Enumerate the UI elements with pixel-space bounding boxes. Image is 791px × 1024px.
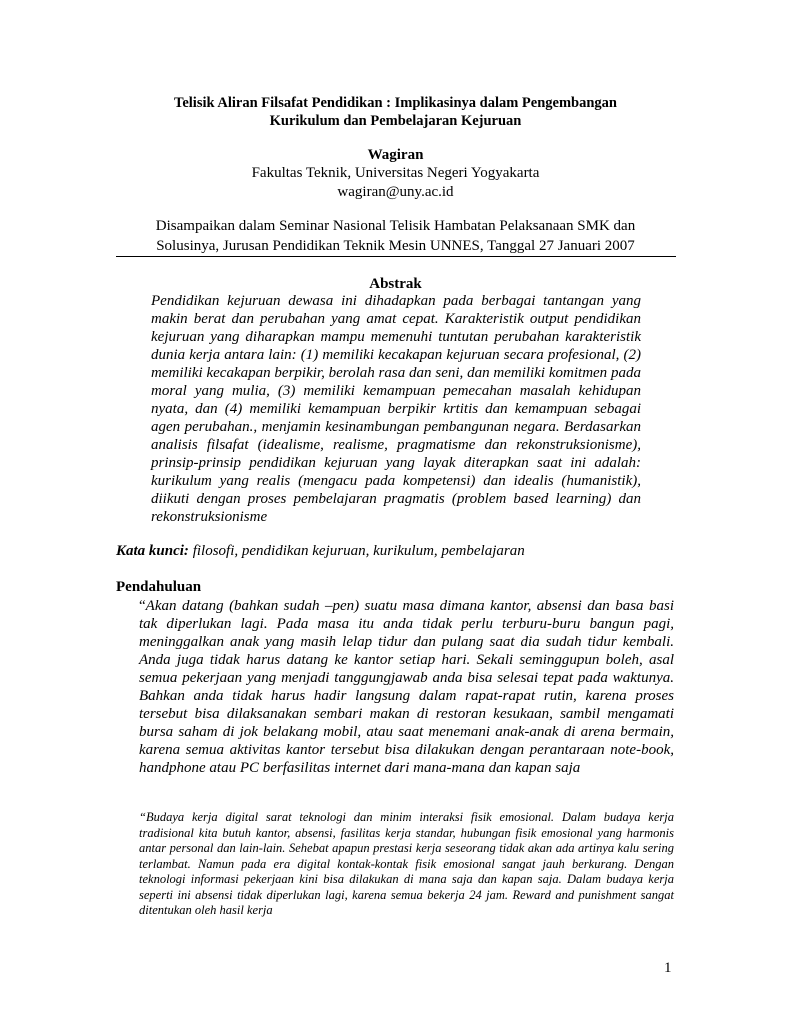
author-email: wagiran@uny.ac.id xyxy=(337,184,454,200)
block-quote-1 xyxy=(139,597,674,777)
quote-open-mark: “ xyxy=(139,598,146,614)
seminar-note xyxy=(100,216,691,256)
keywords-text: filosofi, pendidikan kejuruan, kurikulum, pembelajaran xyxy=(188,543,525,559)
seminar-line-2: Solusinya, Jurusan Pendidikan Teknik Mesin UNNES, Tanggal 27 Januari 2007 xyxy=(156,238,635,254)
page-number: 1 xyxy=(664,960,672,976)
block-quote-2: “Budaya kerja digital sarat teknologi dan minim interaksi fisik emosional. Dalam budaya kerja tradisional kita butuh kantor, absensi, fasilitas kerja standar, hubungan fisik emosional yang harmonis antar personal dan lain-lain. Sehebat apapun prestasi kerja seseorang tidak akan ada artinya kalu sering terlambat. Namun pada era digital kontak-kontak fisik emosional sangat jauh berkurang. Dengan teknologi informasi pekerjaan kini bisa dilakukan di mana saja dan kapan saja. Dalam budaya kerja seperti ini absensi tidak diperlukan lagi, karena semua bekerja 24 jam. Reward and punishment sangat ditentukan oleh hasil kerja xyxy=(139,810,674,917)
paper-title xyxy=(100,94,691,130)
author-block xyxy=(100,164,691,202)
horizontal-divider xyxy=(116,256,676,257)
keywords-label: Kata kunci: xyxy=(116,543,189,559)
author-name: Wagiran xyxy=(367,147,424,163)
abstract-text: Pendidikan kejuruan dewasa ini dihadapkan pada berbagai tantangan yang makin berat dan perubahan yang amat cepat. Karakteristik output pendidikan kejuruan yang diharapkan mampu memenuhi tuntutan perubahan karakteristik dunia kerja antara lain: (1) memiliki kecakapan kejuruan secara profesional, (2) memiliki kecakapan berpikir, berolah rasa dan seni, dan memiliki komitmen pada moral yang mulia, (3) memiliki kemampuan pemecahan masalah kehidupan nyata, dan (4) memiliki kemampuan berpikir krtitis dan kemampuan sebagai agen perubahan., menjamin kesinambungan pembangunan negara. Berdasarkan analisis filsafat (idealisme, realisme, pragmatisme dan rekonstruksionisme), prinsip-prinsip pendidikan kejuruan yang layak diterapkan saat ini adalah: kurikulum yang realis (mengacu pada kompetensi) dan idealis (humanistik), diikuti dengan proses pembelajaran pragmatis (problem based learning) dan rekonstruksionisme xyxy=(151,293,641,525)
paper-title-line-1: Telisik Aliran Filsafat Pendidikan : Implikasinya dalam Pengembangan xyxy=(173,95,617,111)
block-quote-1-text: Akan datang (bahkan sudah –pen) suatu masa dimana kantor, absensi dan basa basi tak diperlukan lagi. Pada masa itu anda tidak perlu terburu-buru bangun pagi, meninggalkan anak yang masih lelap tidur dan pulang saat dia sudah tidur kembali. Anda juga tidak harus datang ke kantor setiap hari. Sekali seminggupun boleh, asal semua pekerjaan yang menjadi tanggungjawab anda bisa selesai tepat pada waktunya. Bahkan anda tidak harus hadir langsung dalam rapat-rapat rutin, karena proses tersebut bisa dilaksanakan sembari makan di restoran kesukaan, sambil mengamati bursa saham di jok belakang mobil, atau saat menemani anak-anak di arena bermain, karena semua aktivitas kantor tersebut bisa dilakukan dengan perantaraan note-book, handphone atau PC berfasilitas internet dari mana-mana dan kapan saja xyxy=(139,598,674,776)
paper-title-line-2: Kurikulum dan Pembelajaran Kejuruan xyxy=(269,113,522,129)
abstract-heading: Abstrak xyxy=(369,276,422,292)
seminar-line-1: Disampaikan dalam Seminar Nasional Telisik Hambatan Pelaksanaan SMK dan xyxy=(155,218,636,234)
keywords xyxy=(116,543,676,560)
section-heading: Pendahuluan xyxy=(116,579,202,595)
author-affiliation: Fakultas Teknik, Universitas Negeri Yogyakarta xyxy=(251,165,540,181)
